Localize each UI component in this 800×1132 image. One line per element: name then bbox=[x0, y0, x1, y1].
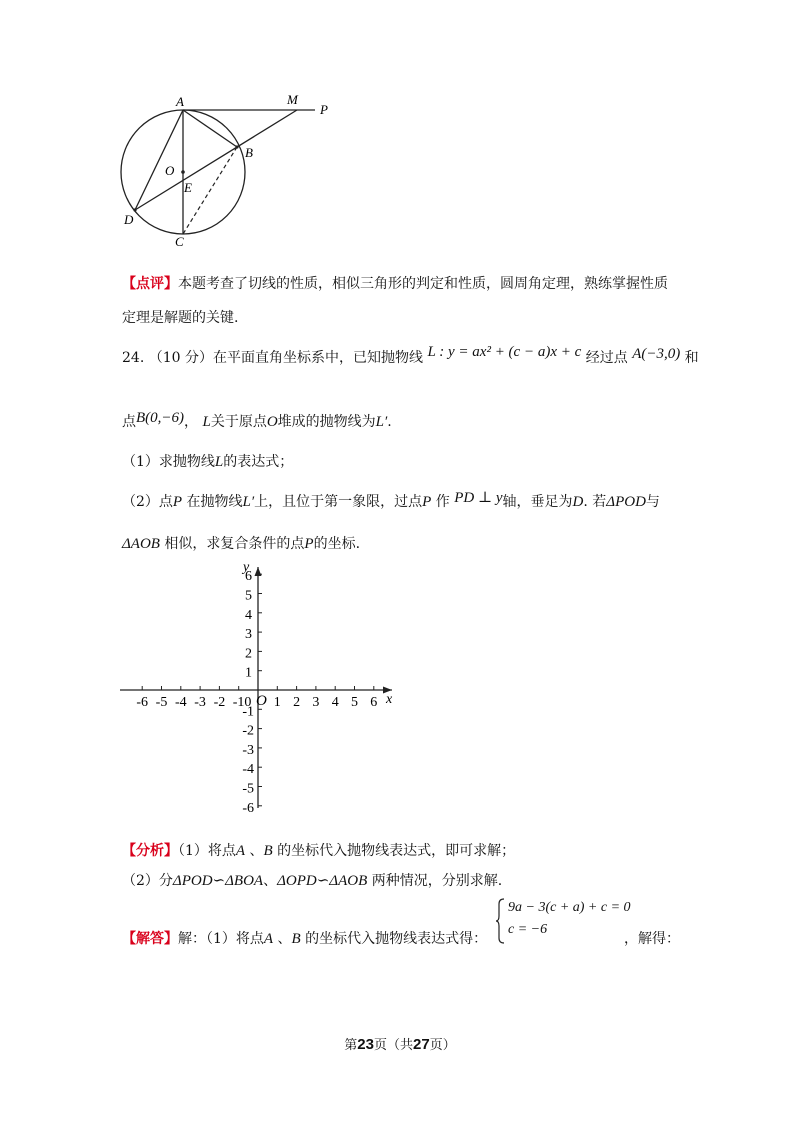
part2-text-b: 在抛物线 bbox=[186, 494, 243, 510]
analysis-similar-1: ΔPOD∽ΔBOA bbox=[172, 873, 264, 889]
point-D bbox=[133, 208, 136, 211]
solution-text-a: 解：（1）将点 bbox=[178, 931, 264, 947]
part2-text-a: （2）点 bbox=[122, 494, 173, 510]
y-axis-label: y bbox=[243, 560, 250, 575]
symbol-L: L bbox=[202, 414, 211, 430]
footer-page-number: 23 bbox=[357, 1036, 374, 1053]
y-tick-label: 6 bbox=[245, 569, 252, 585]
y-tick-label: -2 bbox=[242, 723, 254, 739]
x-tick-label: -3 bbox=[194, 695, 206, 710]
part2-text-g: 与 bbox=[645, 494, 660, 510]
part2-triangle-POD: ΔPOD bbox=[606, 494, 646, 510]
problem-text-h: . bbox=[387, 414, 392, 430]
part2-L-prime: L′ bbox=[242, 494, 255, 510]
analysis-text-1b: 的坐标代入抛物线表达式，即可求解； bbox=[277, 843, 516, 859]
coordinate-plane bbox=[110, 555, 410, 820]
analysis-text-2b: 两种情况，分别求解. bbox=[371, 873, 503, 889]
analysis-similar-2: ΔOPD∽ΔAOB bbox=[277, 873, 368, 889]
part2-P: P bbox=[172, 494, 183, 510]
y-tick-label: 1 bbox=[245, 665, 252, 681]
y-tick-label: 2 bbox=[245, 646, 252, 662]
part2-text-h: 相似，求复合条件的点 bbox=[164, 536, 305, 552]
part2-text-i: 的坐标. bbox=[313, 536, 361, 552]
solution-text-c: ，解得： bbox=[624, 931, 680, 947]
point-B-coord: B(0,−6) bbox=[136, 410, 185, 426]
part2-text-f: . 若 bbox=[583, 494, 607, 510]
x-tick-label: 5 bbox=[351, 695, 358, 710]
problem-line-2 bbox=[122, 412, 392, 432]
label-C: C bbox=[175, 234, 184, 249]
analysis-text-2a: （2）分 bbox=[122, 873, 173, 889]
problem-part-2-line-1 bbox=[122, 492, 660, 512]
label-B: B bbox=[245, 145, 253, 160]
problem-line-1 bbox=[122, 344, 699, 368]
point-B bbox=[235, 145, 238, 148]
origin-label: O bbox=[256, 693, 267, 709]
problem-text-e: ， bbox=[184, 414, 199, 430]
solution-line bbox=[122, 929, 487, 949]
problem-text-c: 和 bbox=[684, 350, 699, 366]
label-D: D bbox=[124, 212, 134, 227]
solution-B: B bbox=[291, 931, 301, 947]
analysis-tag: 【分析】 bbox=[122, 843, 178, 859]
solution-sep: 、 bbox=[277, 931, 292, 947]
footer-text-b: 页（共 bbox=[373, 1038, 413, 1053]
y-tick-label: 5 bbox=[245, 588, 252, 604]
y-tick-label: -3 bbox=[242, 742, 254, 758]
problem-text-f: 关于原点 bbox=[210, 414, 267, 430]
part1-text-b: 的表达式； bbox=[223, 454, 294, 470]
part1-text-a: （1）求抛物线 bbox=[122, 454, 215, 470]
label-O: O bbox=[165, 163, 175, 178]
x-tick-label: -5 bbox=[155, 695, 168, 710]
analysis-line-2 bbox=[122, 871, 502, 891]
symbol-L-prime: L′ bbox=[375, 414, 388, 430]
point-O bbox=[181, 170, 185, 174]
y-tick-label: -6 bbox=[242, 800, 254, 816]
analysis-text-1a: （1）将点 bbox=[178, 843, 236, 859]
x-tick-label: 2 bbox=[293, 695, 301, 710]
equation-1: 9a − 3(c + a) + c = 0 bbox=[508, 900, 631, 915]
label-A: A bbox=[176, 94, 184, 109]
part2-text-d: 作 bbox=[435, 494, 450, 510]
problem-text-g: 堆成的抛物线为 bbox=[277, 414, 376, 430]
solution-text-b: 的坐标代入抛物线表达式得： bbox=[305, 931, 488, 947]
problem-part-1 bbox=[122, 452, 293, 472]
solution-tail bbox=[624, 929, 680, 949]
label-P: P bbox=[320, 102, 328, 117]
x-tick-label: -2 bbox=[213, 695, 226, 710]
analysis-A: A bbox=[235, 843, 246, 859]
label-E: E bbox=[184, 180, 192, 195]
y-tick-label: -5 bbox=[242, 781, 254, 797]
part1-L: L bbox=[214, 454, 224, 470]
comment-text-1: 本题考查了切线的性质，相似三角形的判定和性质，圆周角定理，熟练掌握性质 bbox=[178, 276, 668, 292]
analysis-B: B bbox=[263, 843, 273, 859]
problem-points: （10 分） bbox=[148, 350, 213, 366]
problem-number: 24. bbox=[122, 350, 145, 366]
footer-total-pages: 27 bbox=[413, 1036, 430, 1053]
axes-layer bbox=[120, 560, 393, 816]
footer-text-c: 页） bbox=[429, 1038, 456, 1053]
x-tick-label: -4 bbox=[174, 695, 187, 710]
part2-triangle-AOB: ΔAOB bbox=[122, 536, 160, 552]
part2-P3: P bbox=[304, 536, 314, 552]
label-M: M bbox=[287, 92, 298, 107]
part2-PD-perp-y: PD ⊥ y bbox=[454, 490, 503, 506]
point-A-coord: A(−3,0) bbox=[632, 346, 681, 362]
analysis-sep-1: 、 bbox=[249, 843, 264, 859]
y-tick-label: -4 bbox=[242, 762, 254, 778]
x-tick-label: 4 bbox=[331, 695, 339, 710]
brace bbox=[496, 898, 506, 944]
comment-tag: 【点评】 bbox=[122, 276, 178, 292]
equation-system bbox=[496, 898, 631, 944]
circle-figure bbox=[110, 90, 350, 250]
problem-text-d: 点 bbox=[122, 414, 136, 430]
problem-text-a: 在平面直角坐标系中，已知抛物线 bbox=[212, 350, 423, 366]
y-tick-label: -1 bbox=[242, 704, 254, 720]
formula-L: L : y = ax² + (c − a)x + c bbox=[427, 344, 582, 360]
footer-text-a: 第 bbox=[344, 1038, 358, 1053]
equation-2: c = −6 bbox=[508, 922, 548, 937]
part2-text-e: 轴，垂足为 bbox=[502, 494, 573, 510]
problem-part-2-line-2 bbox=[122, 534, 360, 554]
x-axis-label: x bbox=[386, 692, 393, 707]
symbol-O: O bbox=[266, 414, 278, 430]
comment-line-2 bbox=[122, 308, 238, 328]
y-tick-label: 4 bbox=[245, 607, 252, 623]
x-tick-label: 1 bbox=[273, 695, 281, 710]
page-footer bbox=[0, 1034, 800, 1053]
analysis-line-1 bbox=[122, 841, 515, 861]
x-tick-label-neg-one-origin: -10 bbox=[232, 695, 252, 710]
solution-tag: 【解答】 bbox=[122, 931, 178, 947]
analysis-sep-2: 、 bbox=[263, 873, 278, 889]
y-tick-label: 3 bbox=[245, 627, 252, 643]
comment-text-2: 定理是解题的关键. bbox=[122, 310, 239, 326]
problem-text-b: 经过点 bbox=[585, 350, 628, 366]
x-tick-label: 3 bbox=[312, 695, 320, 710]
comment-line-1 bbox=[122, 274, 668, 294]
part2-P2: P bbox=[422, 494, 432, 510]
x-tick-label: 6 bbox=[370, 695, 378, 710]
part2-D: D bbox=[572, 494, 584, 510]
x-tick-label: -6 bbox=[136, 695, 149, 710]
solution-A: A bbox=[263, 931, 274, 947]
part2-text-c: 上，且位于第一象限，过点 bbox=[254, 494, 423, 510]
